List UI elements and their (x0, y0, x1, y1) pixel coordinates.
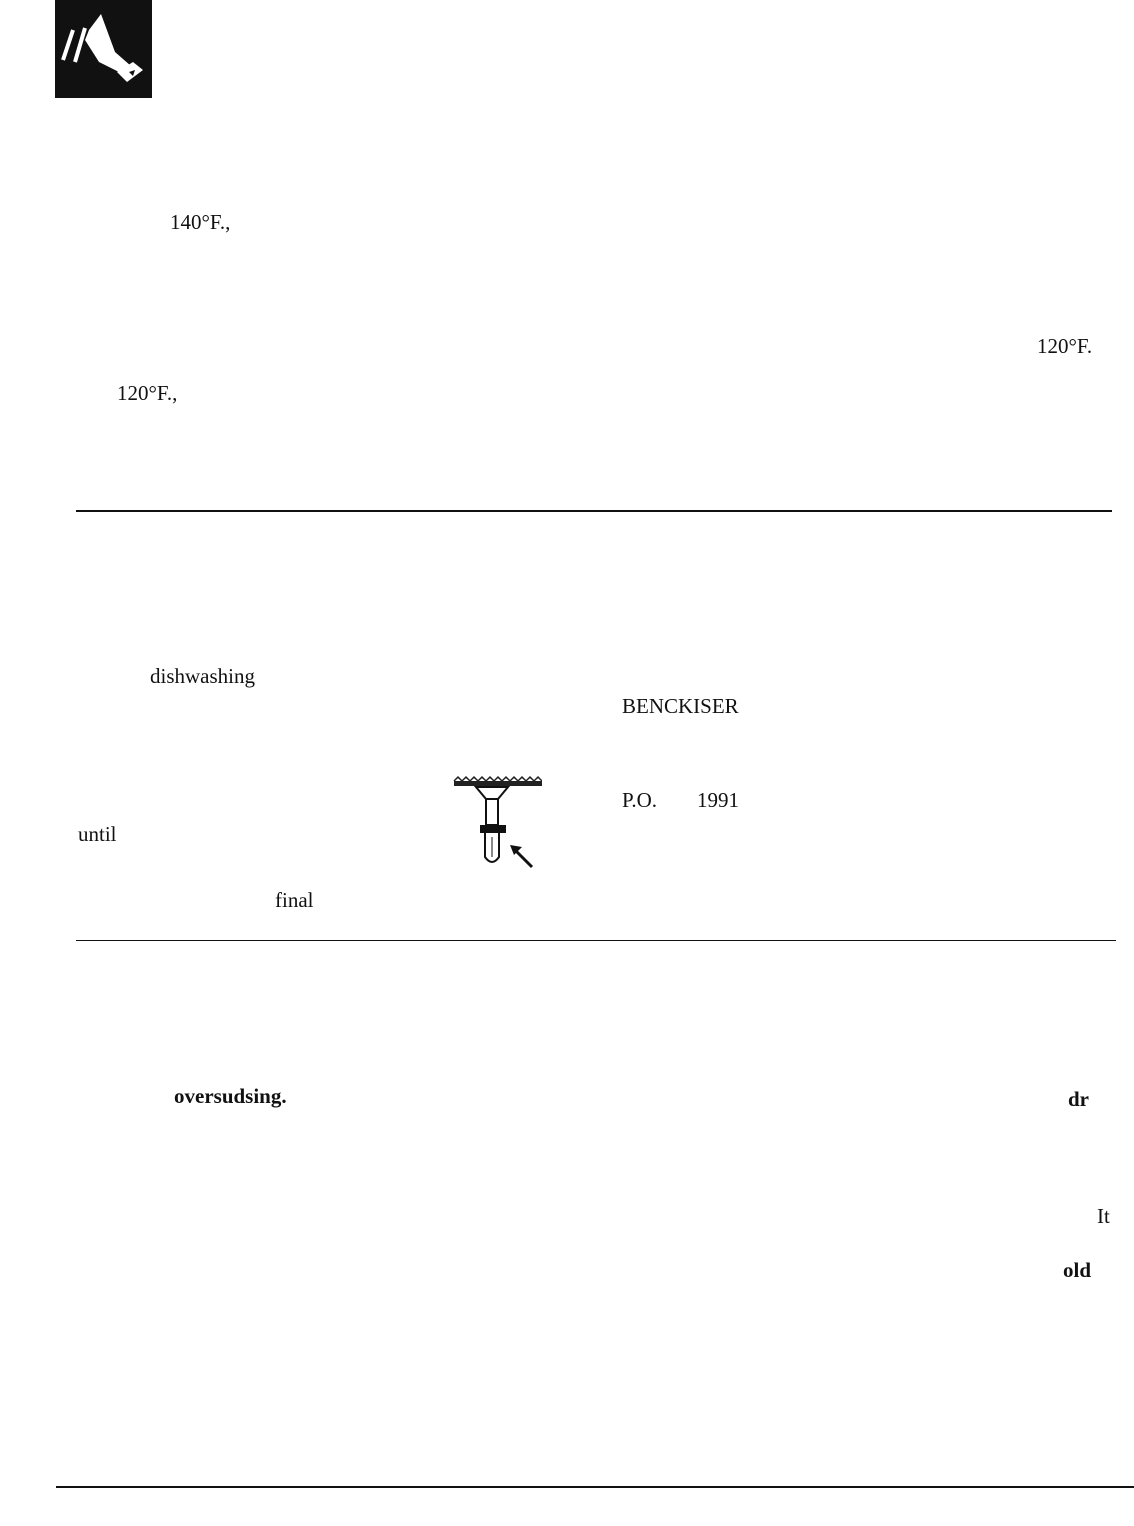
temp-120-right: 120°F. (1037, 334, 1093, 358)
fragment-old: old (1063, 1258, 1092, 1282)
po-box-label: P.O. (622, 788, 658, 812)
brand-benckiser: BENCKISER (622, 694, 739, 718)
logo (55, 0, 152, 98)
temp-120-left: 120°F., (117, 381, 178, 405)
word-dishwashing: dishwashing (150, 664, 255, 688)
footer-rule (56, 1486, 1134, 1488)
section-divider-1 (76, 510, 1112, 512)
po-box-number: 1991 (697, 788, 739, 812)
temp-140: 140°F., (170, 210, 231, 234)
fragment-dr: dr (1068, 1087, 1089, 1111)
hand-pressing-button-icon (55, 0, 152, 98)
word-until: until (78, 822, 117, 846)
word-final: final (275, 888, 314, 912)
rinse-agent-dispenser-cap-icon (452, 775, 542, 875)
fragment-it: It (1097, 1204, 1110, 1228)
word-oversudsing: oversudsing. (174, 1084, 287, 1108)
section-divider-2 (76, 940, 1116, 941)
